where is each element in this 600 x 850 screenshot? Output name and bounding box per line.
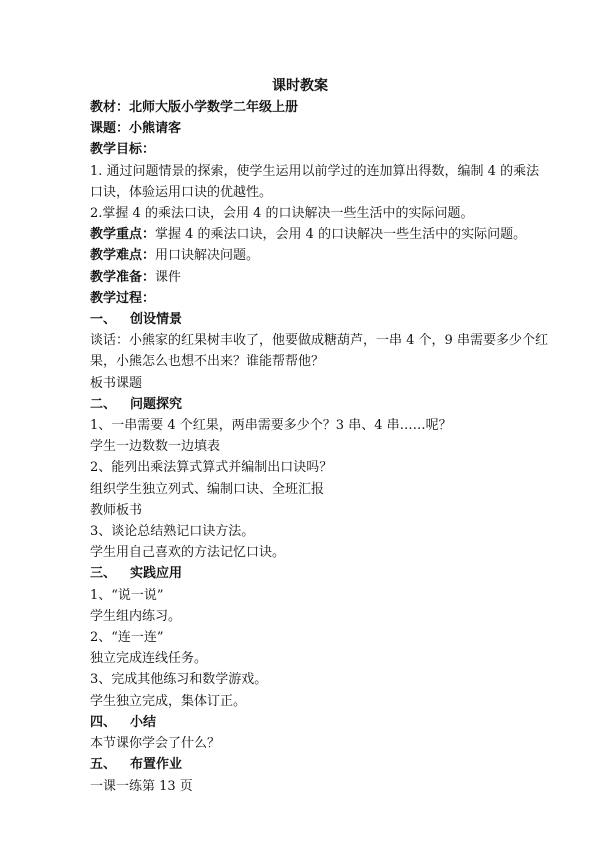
section-4-question: 本节课你学会了什么？ (90, 736, 221, 752)
section-1-talk-line-2: 果，小熊怎么也想不出来？谁能帮帮他？ (90, 354, 325, 370)
section-4-title: 小结 (130, 714, 157, 730)
section-3-title: 实践应用 (130, 566, 183, 582)
section-2-heading (90, 394, 520, 415)
lesson-plan-body (90, 97, 548, 797)
objective-1-line-1: 1. 通过问题情景的探索，使学生运用以前学过的连加算出得数，编制 4 的乘法 (90, 163, 540, 179)
section-2-question-1: 1、一串需要 4 个红果，两串需要多少个？3 串、4 串……呢？ (90, 418, 452, 434)
topic-row (90, 118, 520, 139)
section-5-heading (90, 754, 520, 775)
section-3-practice-1-note: 学生组内练习。 (90, 608, 182, 624)
key-point-label: 教学重点： (90, 227, 156, 243)
section-4-heading (90, 712, 520, 733)
section-2-answer-2b: 教师板书 (90, 502, 143, 518)
section-5-number: 五、 (90, 757, 117, 773)
section-2-number: 二、 (90, 396, 117, 412)
section-1-title: 创设情景 (130, 312, 183, 328)
section-2-answer-1: 学生一边数数一边填表 (90, 439, 221, 455)
section-1-number: 一、 (90, 312, 117, 328)
section-2-question-2: 2、能列出乘法算式算式并编制出口诀吗？ (90, 460, 333, 476)
section-2-question-3: 3、谈论总结熟记口诀方法。 (90, 524, 255, 540)
section-3-practice-2-note: 独立完成连线任务。 (90, 651, 208, 667)
section-5-title: 布置作业 (130, 757, 183, 773)
objective-1-line-2: 口诀，体验运用口诀的优越性。 (90, 184, 273, 200)
section-2-answer-3: 学生用自己喜欢的方法记忆口诀。 (90, 545, 286, 561)
section-2-title: 问题探究 (130, 396, 183, 412)
difficulty-value: 用口诀解决问题。 (155, 248, 260, 264)
preparation-label: 教学准备： (90, 269, 156, 285)
section-1-talk-line-1: 谈话：小熊家的红果树丰收了，他要做成糖葫芦，一串 4 个，9 串需要多少个红 (90, 333, 548, 349)
topic-value: 小熊请客 (129, 121, 182, 137)
section-3-practice-3-note: 学生独立完成，集体订正。 (90, 693, 247, 709)
difficulty-label: 教学难点： (90, 248, 156, 264)
page-title: 课时教案 (272, 78, 328, 94)
objective-2: 2.掌握 4 的乘法口诀，会用 4 的口诀解决一些生活中的实际问题。 (90, 206, 474, 222)
section-5-homework: 一课一练第 13 页 (90, 778, 193, 794)
section-3-practice-2: 2、“连一连” (90, 630, 164, 646)
process-label: 教学过程： (90, 290, 156, 306)
textbook-value: 北师大版小学数学二年级上册 (129, 100, 299, 115)
difficulty-row (90, 245, 520, 266)
objectives-label: 教学目标： (90, 142, 156, 158)
section-1-heading (90, 309, 520, 330)
section-1-board: 板书课题 (90, 375, 143, 391)
key-point-row (90, 224, 527, 245)
key-point-value: 掌握 4 的乘法口诀，会用 4 的口诀解决一些生活中的实际问题。 (155, 227, 527, 243)
section-4-number: 四、 (90, 714, 117, 730)
section-3-practice-3: 3、完成其他练习和数学游戏。 (90, 672, 268, 688)
topic-label: 课题： (90, 121, 130, 137)
preparation-row (90, 267, 520, 288)
textbook-label: 教材： (90, 100, 130, 115)
section-3-practice-1: 1、“说一说” (90, 587, 164, 603)
section-3-heading (90, 563, 520, 584)
preparation-value: 课件 (155, 269, 182, 285)
section-3-number: 三、 (90, 566, 117, 582)
textbook-row (90, 97, 520, 118)
section-2-answer-2a: 组织学生独立列式、编制口诀、全班汇报 (90, 481, 325, 497)
